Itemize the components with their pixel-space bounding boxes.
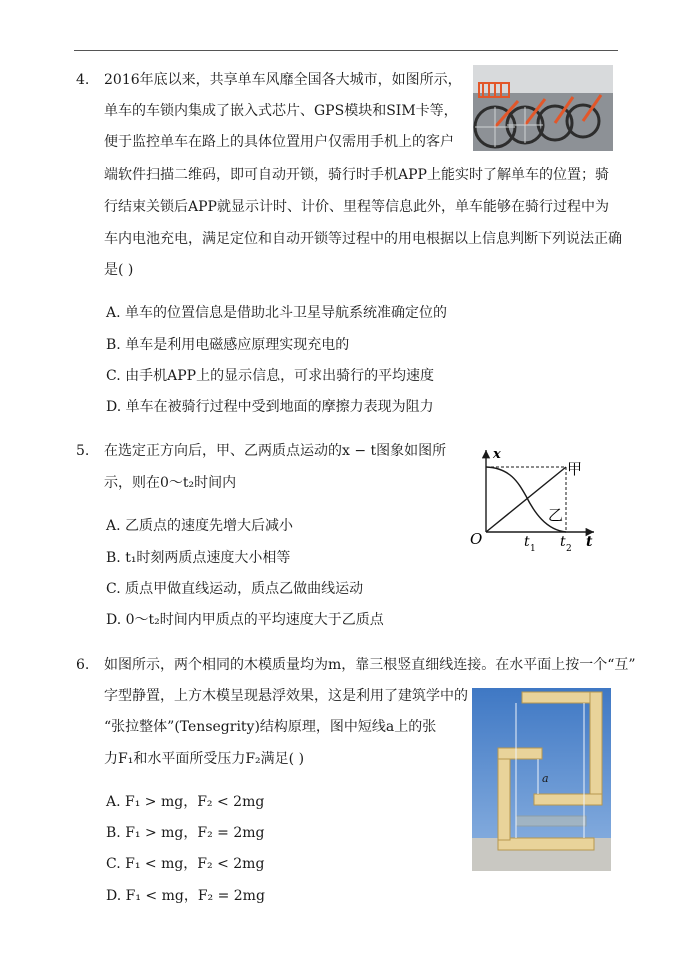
q4-option-c: C. 由手机APP上的显示信息，可求出骑行的平均速度 [106,368,435,384]
graph-t-label: t [586,534,593,550]
q5-line: 在选定正方向后，甲、乙两质点运动的x − t图象如图所 [104,443,447,459]
q5-option-d: D. 0～t₂时间内甲质点的平均速度大于乙质点 [106,612,384,628]
bike-photo [473,65,613,151]
q5-option-a: A. 乙质点的速度先增大后减小 [106,518,294,534]
graph-origin: O [470,530,483,548]
q4-line: 便于监控单车在路上的具体位置用户仅需用手机上的客户 [104,134,454,150]
graph-yi-label: 乙 [548,506,564,524]
graph-t2-sub: 2 [566,544,572,554]
q4-option-b: B. 单车是利用电磁感应原理实现充电的 [106,337,350,353]
q4-option-a: A. 单车的位置信息是借助北斗卫星导航系统准确定位的 [106,305,448,321]
q4-line: 车内电池充电，满足定位和自动开锁等过程中的用电根据以上信息判断下列说法正确 [104,231,622,247]
x-t-graph [462,444,602,556]
graph-t1-sub: 1 [530,544,536,554]
q6-line: 如图所示，两个相同的木模质量均为m，靠三根竖直细线连接。在水平面上按一个“互” [104,657,636,673]
q4-line: 单车的车锁内集成了嵌入式芯片、GPS模块和SIM卡等， [104,103,458,119]
graph-t2-label: t [560,534,566,550]
q5-option-b: B. t₁时刻两质点速度大小相等 [106,550,291,566]
q6-number: 6. [76,657,90,673]
q4-option-d: D. 单车在被骑行过程中受到地面的摩擦力表现为阻力 [106,399,434,415]
q6-line: 字型静置，上方木模呈现悬浮效果，这是利用了建筑学中的 [104,688,468,704]
q5-number: 5. [76,443,90,459]
q6-option-c: C. F₁ < mg，F₂ < 2mg [106,856,265,872]
graph-t1-label: t [524,534,530,550]
tensegrity-photo [472,688,611,871]
graph-jia-label: 甲 [567,460,583,478]
q5-option-c: C. 质点甲做直线运动，质点乙做曲线运动 [106,581,364,597]
q4-line: 是( ) [104,262,134,278]
q6-option-d: D. F₁ < mg，F₂ = 2mg [106,888,265,904]
q5-line: 示，则在0～t₂时间内 [104,475,237,491]
q6-option-a: A. F₁ > mg，F₂ < 2mg [106,794,265,810]
q6-line: 力F₁和水平面所受压力F₂满足( ) [104,751,305,767]
q6-line: “张拉整体”(Tensegrity)结构原理，图中短线a上的张 [104,719,437,735]
q4-line: 2016年底以来，共享单车风靡全国各大城市，如图所示， [104,72,462,88]
q4-number: 4. [76,72,90,88]
q4-line: 端软件扫描二维码，即可自动开锁，骑行时手机APP上能实时了解单车的位置；骑 [104,167,609,183]
graph-x-label: x [493,447,501,462]
header-rule [74,50,618,51]
photo-a-label: a [542,772,549,785]
q6-option-b: B. F₁ > mg，F₂ = 2mg [106,825,265,841]
q4-line: 行结束关锁后APP就显示计时、计价、里程等信息此外，单车能够在骑行过程中为 [104,199,609,215]
